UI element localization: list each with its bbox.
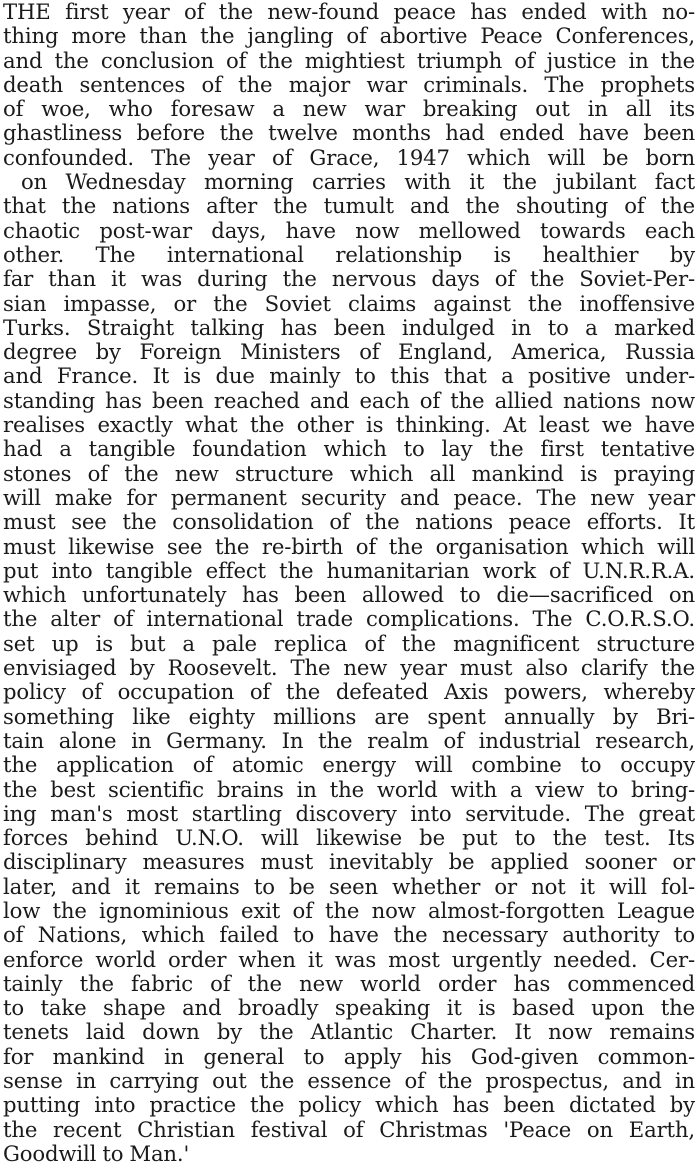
article-line: must likewise see the re-birth of the organisation which will (3, 533, 695, 559)
article-line: forces behind U.N.O. will likewise be put to the test. Its (3, 825, 695, 851)
article-line: on Wednesday morning carries with it the jubilant fact (21, 169, 695, 195)
article-line: degree by Foreign Ministers of England, America, Russia (3, 339, 695, 365)
article-line: will make for permanent security and peace. The new year (3, 484, 695, 510)
article-line: realises exactly what the other is thinking. At least we have (3, 412, 695, 438)
article-line: THE first year of the new-found peace has ended with no- (3, 0, 695, 24)
article-line: ghastliness before the twelve months had ended have been (3, 120, 695, 146)
article-line: for mankind in general to apply his God-given common- (3, 1043, 695, 1069)
article-line: the application of atomic energy will combine to occupy (3, 752, 695, 778)
article-line: low the ignominious exit of the now almost-forgotten League (3, 897, 695, 923)
article-line: the best scientific brains in the world with a view to bring- (3, 776, 695, 802)
article-line: other. The international relationship is healthier by (3, 241, 695, 267)
article-line: Goodwill to Man.' (3, 1140, 190, 1166)
article-line: disciplinary measures must inevitably be applied sooner or (3, 849, 695, 875)
article-line: must see the consolidation of the nations peace efforts. It (3, 509, 695, 535)
article-line: and France. It is due mainly to this that a positive under- (3, 363, 695, 389)
article-line: put into tangible effect the humanitarian work of U.N.R.R.A. (3, 557, 695, 583)
article-line: the recent Christian festival of Christmas 'Peace on Earth, (3, 1116, 695, 1142)
article-line: sian impasse, or the Soviet claims against the inoffensive (3, 290, 695, 316)
article-line: had a tangible foundation which to lay the first tentative (3, 436, 695, 462)
article-line: something like eighty millions are spent annually by Bri- (3, 703, 695, 729)
article-line: of Nations, which failed to have the necessary authority to (3, 922, 695, 948)
article-line: later, and it remains to be seen whether or not it will fol- (3, 873, 695, 899)
article-column (3, 0, 695, 1166)
article-line: chaotic post-war days, have now mellowed towards each (3, 217, 695, 243)
article-line: the alter of international trade complications. The C.O.R.S.O. (3, 606, 695, 632)
article-line: standing has been reached and each of the allied nations now (3, 387, 695, 413)
article-line: that the nations after the tumult and the shouting of the (3, 193, 695, 219)
article-line: tain alone in Germany. In the realm of industrial research, (3, 727, 695, 753)
article-line: envisiaged by Roosevelt. The new year must also clarify the (3, 655, 695, 681)
article-line: confounded. The year of Grace, 1947 which will be born (3, 144, 695, 170)
article-line: policy of occupation of the defeated Axis powers, whereby (3, 679, 695, 705)
article-line: thing more than the jangling of abortive Peace Conferences, (3, 23, 695, 49)
article-line: tainly the fabric of the new world order has commenced (3, 970, 695, 996)
article-line: and the conclusion of the mightiest triumph of justice in the (3, 47, 695, 73)
article-line: ing man's most startling discovery into servitude. The great (3, 800, 695, 826)
article-line: Turks. Straight talking has been indulged in to a marked (3, 314, 695, 340)
article-line: putting into practice the policy which has been dictated by (3, 1092, 695, 1118)
article-line: sense in carrying out the essence of the prospectus, and in (3, 1068, 695, 1094)
article-line: to take shape and broadly speaking it is based upon the (3, 995, 695, 1021)
article-line: tenets laid down by the Atlantic Charter. It now remains (3, 1019, 695, 1045)
article-line: far than it was during the nervous days of the Soviet-Per- (3, 266, 695, 292)
article-line: stones of the new structure which all mankind is praying (3, 460, 695, 486)
article-line: which unfortunately has been allowed to die—sacrificed on (3, 582, 695, 608)
article-line: of woe, who foresaw a new war breaking out in all its (3, 96, 695, 122)
article-line: death sentences of the major war criminals. The prophets (3, 71, 695, 97)
article-line: enforce world order when it was most urgently needed. Cer- (3, 946, 695, 972)
article-line: set up is but a pale replica of the magnificent structure (3, 630, 695, 656)
